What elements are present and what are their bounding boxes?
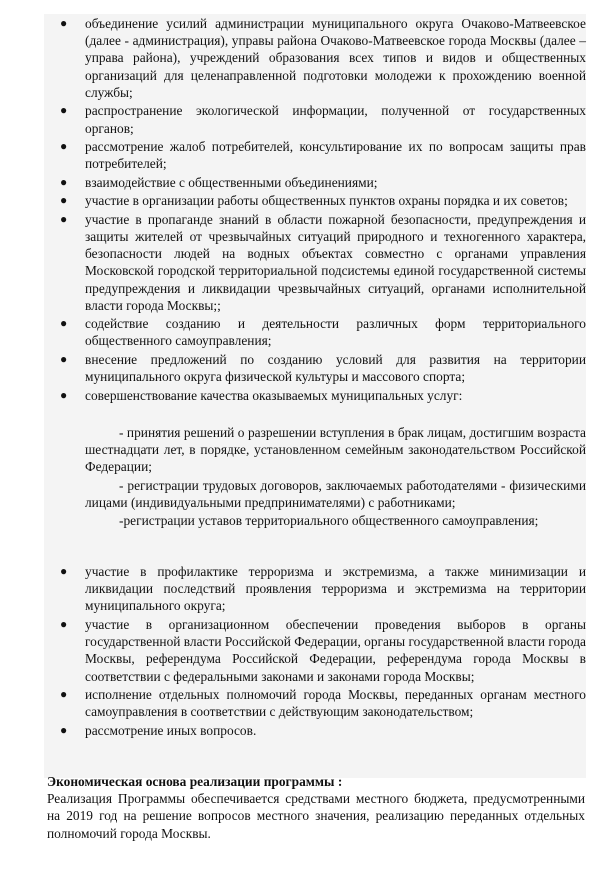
bullet-icon: ● <box>60 316 68 331</box>
list-item-text: распространение экологической информации, полученной от государственных органов; <box>85 103 586 136</box>
sub-items <box>60 424 586 530</box>
bullet-icon: ● <box>60 351 68 366</box>
bullet-icon: ● <box>60 564 68 578</box>
list-item <box>60 563 586 615</box>
list-item <box>60 686 586 720</box>
list-item-text: рассмотрение иных вопросов. <box>85 722 257 738</box>
list-item <box>60 138 586 172</box>
list-item <box>60 174 586 191</box>
bullet-icon: ● <box>60 16 68 30</box>
list-item <box>60 211 586 314</box>
list-item <box>60 616 586 685</box>
list-item <box>60 387 586 404</box>
bullet-icon: ● <box>60 722 68 737</box>
list-item <box>60 722 586 739</box>
list-item <box>60 315 586 349</box>
list-item-text: участие в организации работы общественных пунктов охраны порядка и их советов; <box>85 193 568 209</box>
list-item-text: взаимодействие с общественными объединениями; <box>85 174 378 190</box>
bullet-icon: ● <box>60 103 68 118</box>
functions-list-continued <box>60 563 586 740</box>
list-item-text: участие в пропаганде знаний в области пожарной безопасности, предупреждения и защиты жителей от чрезвычайных ситуаций природного и техногенного характера, безопасности людей на водных объектах совместно с органами управления Московской городской территориальной подсистемы единой государственной системы предупреждения и ликвидации чрезвычайных ситуаций, органами исполнительной власти города Москвы;; <box>85 211 586 313</box>
economics-section <box>47 773 585 842</box>
bullet-icon: ● <box>60 616 68 631</box>
list-item-text: внесение предложений по созданию условий для развития на территории муниципального округа физической культуры и массового спорта; <box>85 351 586 385</box>
sub-item: -регистрации уставов территориального общественного самоуправления; <box>119 513 539 529</box>
list-item-text: исполнение отдельных полномочий города Москвы, переданных органам местного самоуправления в соответствии с действующим законодательством; <box>85 687 586 720</box>
sub-item: - регистрации трудовых договоров, заключаемых работодателями - физическими лицами (индивидуальными предпринимателями) с работниками; <box>85 477 586 510</box>
list-item-text: рассмотрение жалоб потребителей, консультирование их по вопросам защиты прав потребителей; <box>85 139 586 172</box>
list-item <box>60 351 586 385</box>
sub-item: - принятия решений о разрешении вступления в брак лицам, достигшим возраста шестнадцати лет, в порядке, установленном семейным законодательством Российской Федерации; <box>85 425 586 475</box>
functions-list <box>60 15 586 405</box>
list-item <box>60 102 586 136</box>
list-item-text: участие в организационном обеспечении проведения выборов в органы государственной власти Российской Федерации, органы государственной власти города Москвы, референдума Российской Федерации, референдума города Москвы в соответствии с федеральными законами и законами города Москвы; <box>85 616 586 684</box>
list-item-text: участие в профилактике терроризма и экстремизма, а также минимизации и ликвидации последствий проявления терроризма и экстремизма на территории муниципального округа; <box>85 564 586 614</box>
bullet-icon: ● <box>60 139 68 154</box>
bullet-icon: ● <box>60 387 68 402</box>
bullet-icon: ● <box>60 193 68 208</box>
list-item-text: совершенствование качества оказываемых муниципальных услуг: <box>85 387 463 403</box>
list-item-text: объединение усилий администрации муниципального округа Очаково-Матвеевское (далее - администрация), управы района Очаково-Матвеевское города Москвы (далее – управа района), учреждений образования всех типов и видов и общественных организаций для целенаправленной подготовки молодежи к прохождению военной службы; <box>85 16 586 100</box>
bullet-icon: ● <box>60 211 68 226</box>
bullet-icon: ● <box>60 174 68 189</box>
bullet-icon: ● <box>60 687 68 702</box>
section-paragraph: Реализация Программы обеспечивается средствами местного бюджета, предусмотренными на 2019 год на решение вопросов местного значения, реализацию переданных отдельных полномочий города Москвы. <box>47 791 585 841</box>
list-item <box>60 192 586 209</box>
list-item <box>60 15 586 101</box>
list-item-text: содействие созданию и деятельности различных форм территориального общественного самоуправления; <box>85 316 586 349</box>
section-heading: Экономическая основа реализации программы : <box>47 774 343 789</box>
